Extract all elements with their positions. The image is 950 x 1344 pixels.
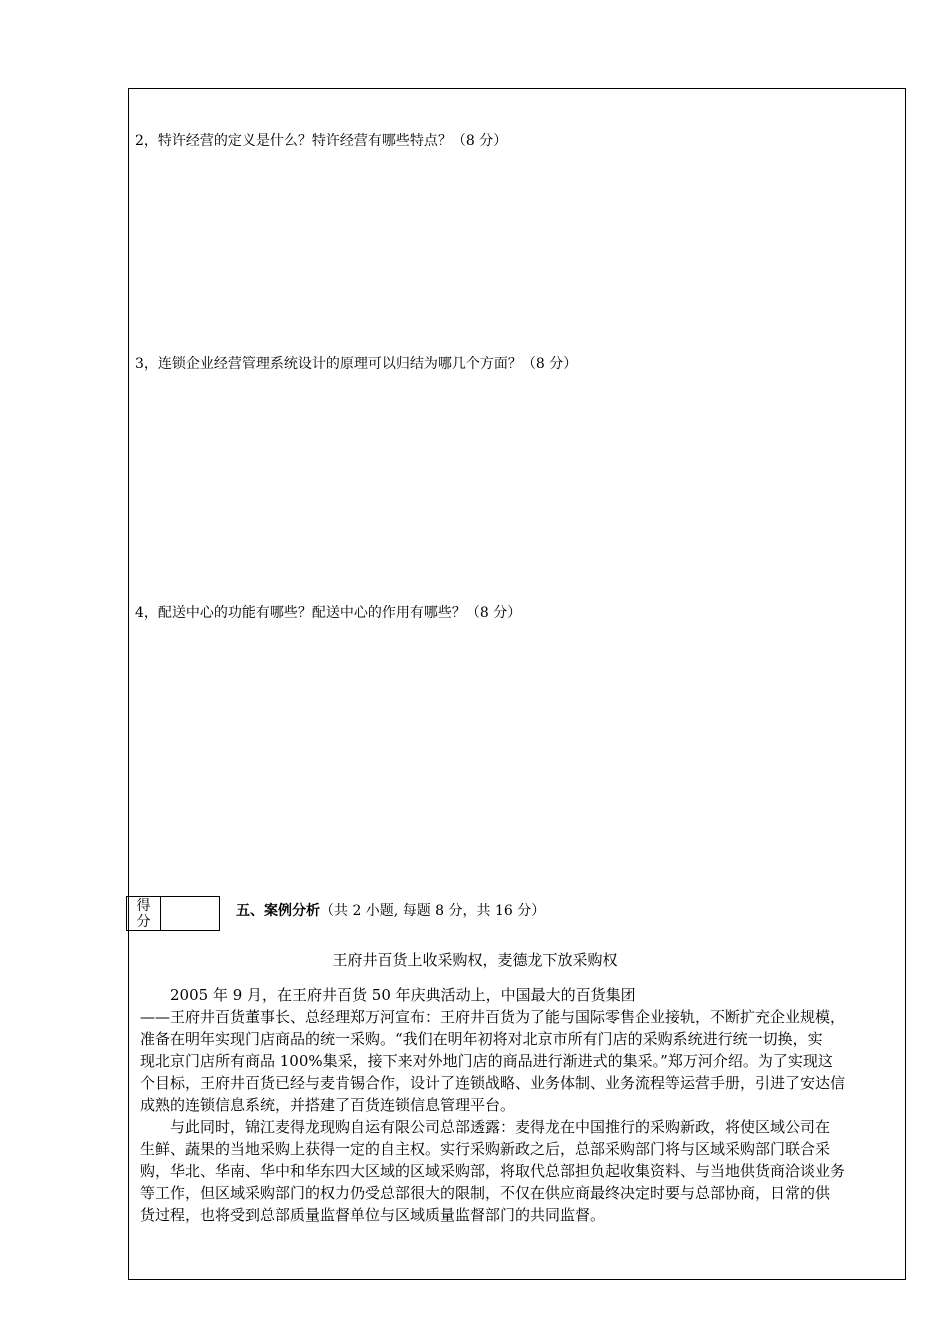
score-label-char-2: 分 bbox=[136, 914, 151, 930]
paragraph-line: ——王府井百货董事长、总经理郑万河宣布：王府井百货为了能与国际零售企业接轨，不断扩充企业规模， bbox=[140, 1008, 846, 1026]
paragraph-line: 准备在明年实现门店商品的统一采购。“我们在明年初将对北京市所有门店的采购系统进行统一切换，实 bbox=[140, 1030, 823, 1048]
paragraph-line: 与此同时，锦江麦得龙现购自运有限公司总部透露：麦得龙在中国推行的采购新政，将使区域公司在 bbox=[170, 1118, 831, 1136]
case-paragraph-2 bbox=[140, 1116, 902, 1226]
paragraph-line: 2005 年 9 月，在王府井百货 50 年庆典活动上，中国最大的百货集团 bbox=[170, 986, 636, 1004]
score-label bbox=[127, 897, 161, 930]
score-box bbox=[126, 896, 220, 931]
section-title bbox=[236, 900, 545, 920]
paragraph-line: 购，华北、华南、华中和华东四大区域的区域采购部，将取代总部担负起收集资料、与当地供货商洽谈业务 bbox=[140, 1162, 846, 1180]
paragraph-line: 现北京门店所有商品 100%集采，接下来对外地门店的商品进行渐进式的集采。”郑万河介绍。为了实现这 bbox=[140, 1052, 833, 1070]
case-paragraph-1 bbox=[140, 984, 902, 1116]
question-2: 2，特许经营的定义是什么？特许经营有哪些特点？（8 分） bbox=[135, 133, 508, 149]
question-4: 4，配送中心的功能有哪些？配送中心的作用有哪些？（8 分） bbox=[135, 605, 522, 621]
paragraph-line: 成熟的连锁信息系统，并搭建了百货连锁信息管理平台。 bbox=[140, 1096, 516, 1114]
paragraph-line: 个目标，王府井百货已经与麦肯锡合作，设计了连锁战略、业务体制、业务流程等运营手册，引进了安达信 bbox=[140, 1074, 846, 1092]
section-title-detail: （共 2 小题, 每题 8 分，共 16 分） bbox=[320, 903, 546, 919]
paragraph-line: 货过程，也将受到总部质量监督单位与区域质量监督部门的共同监督。 bbox=[140, 1206, 606, 1224]
paragraph-line: 等工作，但区域采购部门的权力仍受总部很大的限制，不仅在供应商最终决定时要与总部协商，日常的供 bbox=[140, 1184, 831, 1202]
case-title: 王府井百货上收采购权，麦德龙下放采购权 bbox=[332, 951, 618, 969]
section-title-bold: 五、案例分析 bbox=[236, 903, 320, 919]
question-3: 3，连锁企业经营管理系统设计的原理可以归结为哪几个方面？（8 分） bbox=[135, 356, 578, 372]
score-label-char-1: 得 bbox=[136, 898, 151, 914]
paragraph-line: 生鲜、蔬果的当地采购上获得一定的自主权。实行采购新政之后，总部采购部门将与区域采购部门联合采 bbox=[140, 1140, 831, 1158]
